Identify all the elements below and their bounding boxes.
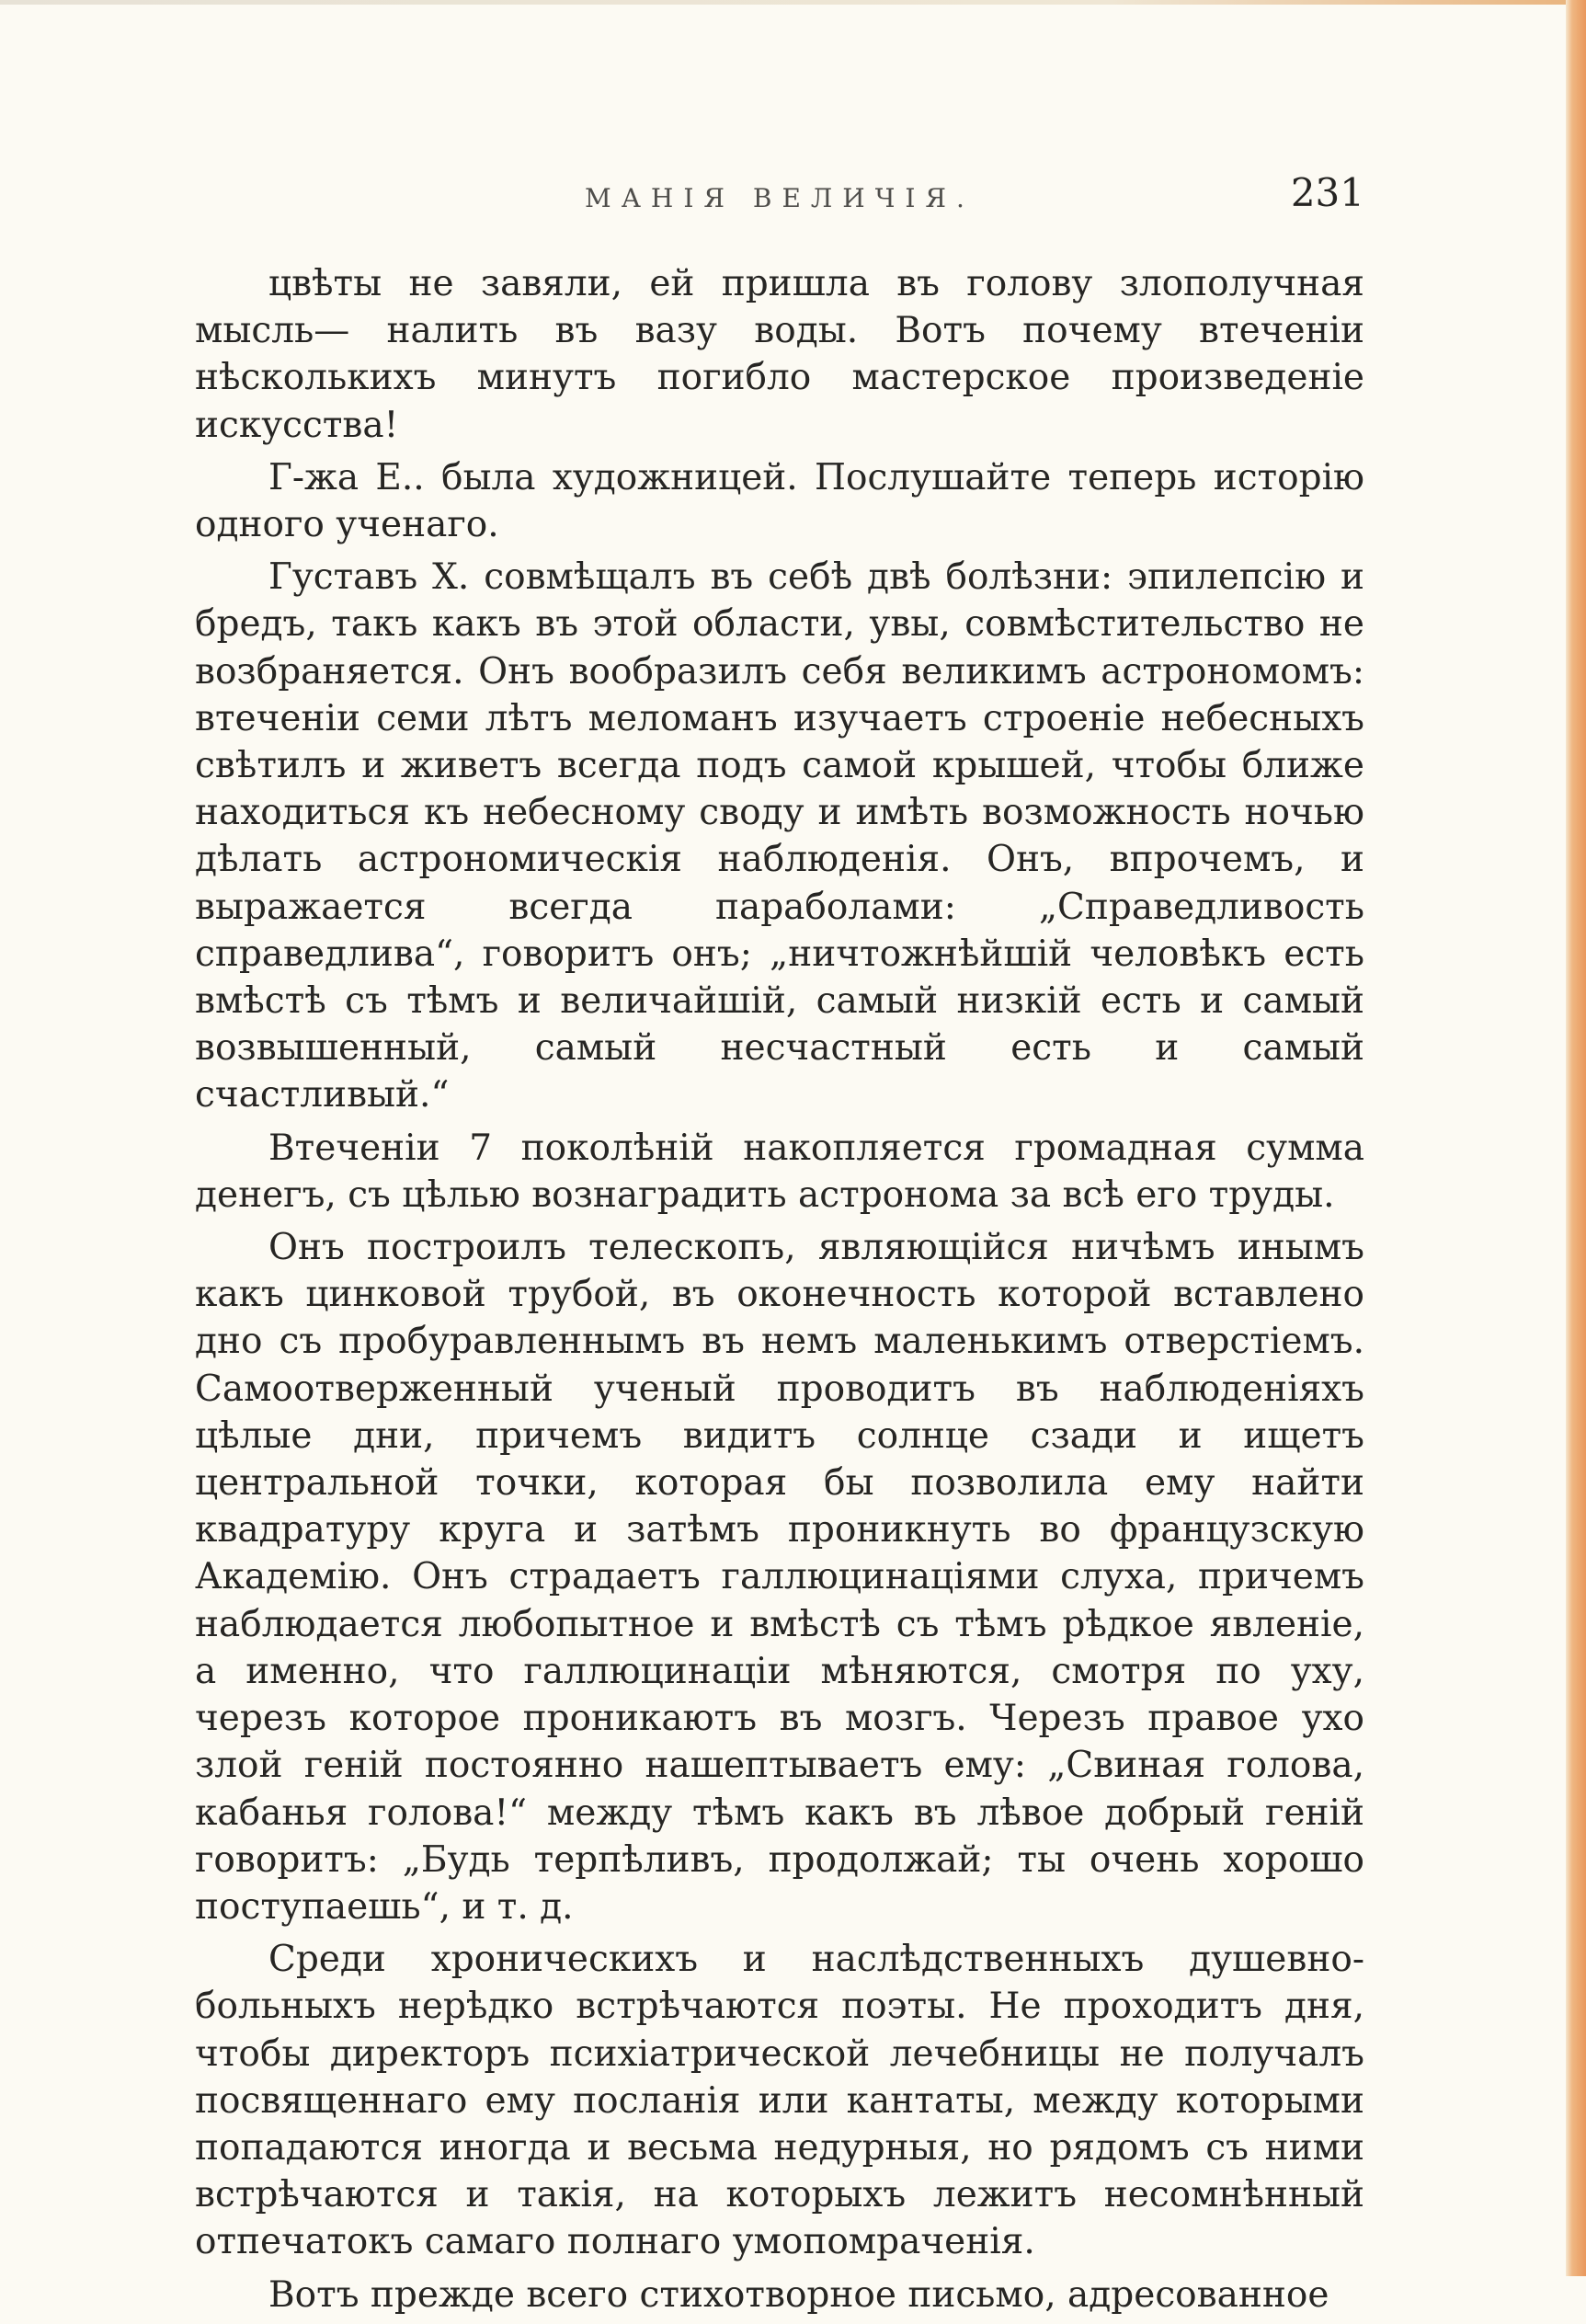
paragraph: Онъ построилъ телескопъ, являющійся ничѣмъ инымъ какъ цинковой трубой, въ оконечность которой вставлено дно съ пробуравленнымъ въ немъ маленькимъ отверстіемъ. Самоотверженный ученый проводитъ въ наблюденіяхъ цѣлые дни, причемъ видитъ солнце сзади и ищетъ центральной точки, которая бы позволила ему найти квадратуру круга и затѣмъ проникнуть во французскую Академію. Онъ страдаетъ галлюцинаціями слуха, причемъ наблюдается любопытное и вмѣстѣ съ тѣмъ рѣдкое явленіе, а именно, что галлюцинаціи мѣняются, смотря по уху, черезъ которое проникаютъ въ мозгъ. Черезъ правое ухо злой геній постоянно нашептываетъ ему: „Свиная голова, кабанья голова!“ между тѣмъ какъ въ лѣвое добрый геній говоритъ: „Будь терпѣливъ, продолжай; ты очень хорошо поступаешь“, и т. д. xyxy=(195,1227,1364,1928)
page-edge xyxy=(1566,0,1586,2276)
page-body xyxy=(195,260,1364,2324)
paragraph: цвѣты не завяли, ей пришла въ голову злополучная мысль— налить въ вазу воды. Вотъ почему втеченіи нѣсколькихъ минутъ погибло мастерское произведеніе искусства! xyxy=(195,263,1364,446)
paragraph: Г-жа Е.. была художницей. Послушайте теперь исторію одного ученаго. xyxy=(195,456,1364,546)
page-top-edge xyxy=(0,0,1586,5)
paragraph: Густавъ Х. совмѣщалъ въ себѣ двѣ болѣзни: эпилепсію и бредъ, такъ какъ въ этой области, увы, совмѣстительство не возбраняется. Онъ вообразилъ себя великимъ астрономомъ: втеченіи семи лѣтъ меломанъ изучаетъ строеніе небесныхъ свѣтилъ и живетъ всегда подъ самой крышей, чтобы ближе находиться къ небесному своду и имѣть возможность ночью дѣлать астрономическія наблюденія. Онъ, впрочемъ, и выражается всегда параболами: „Справедливость справедлива“, говоритъ онъ; „ничтожнѣйшій человѣкъ есть вмѣстѣ съ тѣмъ и величайшій, самый низкій есть и самый возвышенный, самый несчастный есть и самый счастливый.“ xyxy=(195,556,1364,1116)
paragraph: Среди хроническихъ и наслѣдственныхъ душевно-больныхъ нерѣдко встрѣчаются поэты. Не проходитъ дня, чтобы директоръ психіатрической лечебницы не получалъ посвященнаго ему посланія или кантаты, между которыми попадаются иногда и весьма недурныя, но рядомъ съ ними встрѣчаются и такія, на которыхъ лежитъ несомнѣнный отпечатокъ самаго полнаго умопомраченія. xyxy=(195,1939,1364,2263)
paragraph: Втеченіи 7 поколѣній накопляется громадная сумма денегъ, съ цѣлью вознаградить астронома за всѣ его труды. xyxy=(195,1127,1364,1216)
running-title: МАНІЯ ВЕЛИЧІЯ. xyxy=(585,183,975,213)
page-number: 231 xyxy=(1290,170,1364,215)
paragraph: Вотъ прежде всего стихотворное письмо, адресованное xyxy=(268,2273,1329,2316)
page-header xyxy=(195,170,1364,225)
